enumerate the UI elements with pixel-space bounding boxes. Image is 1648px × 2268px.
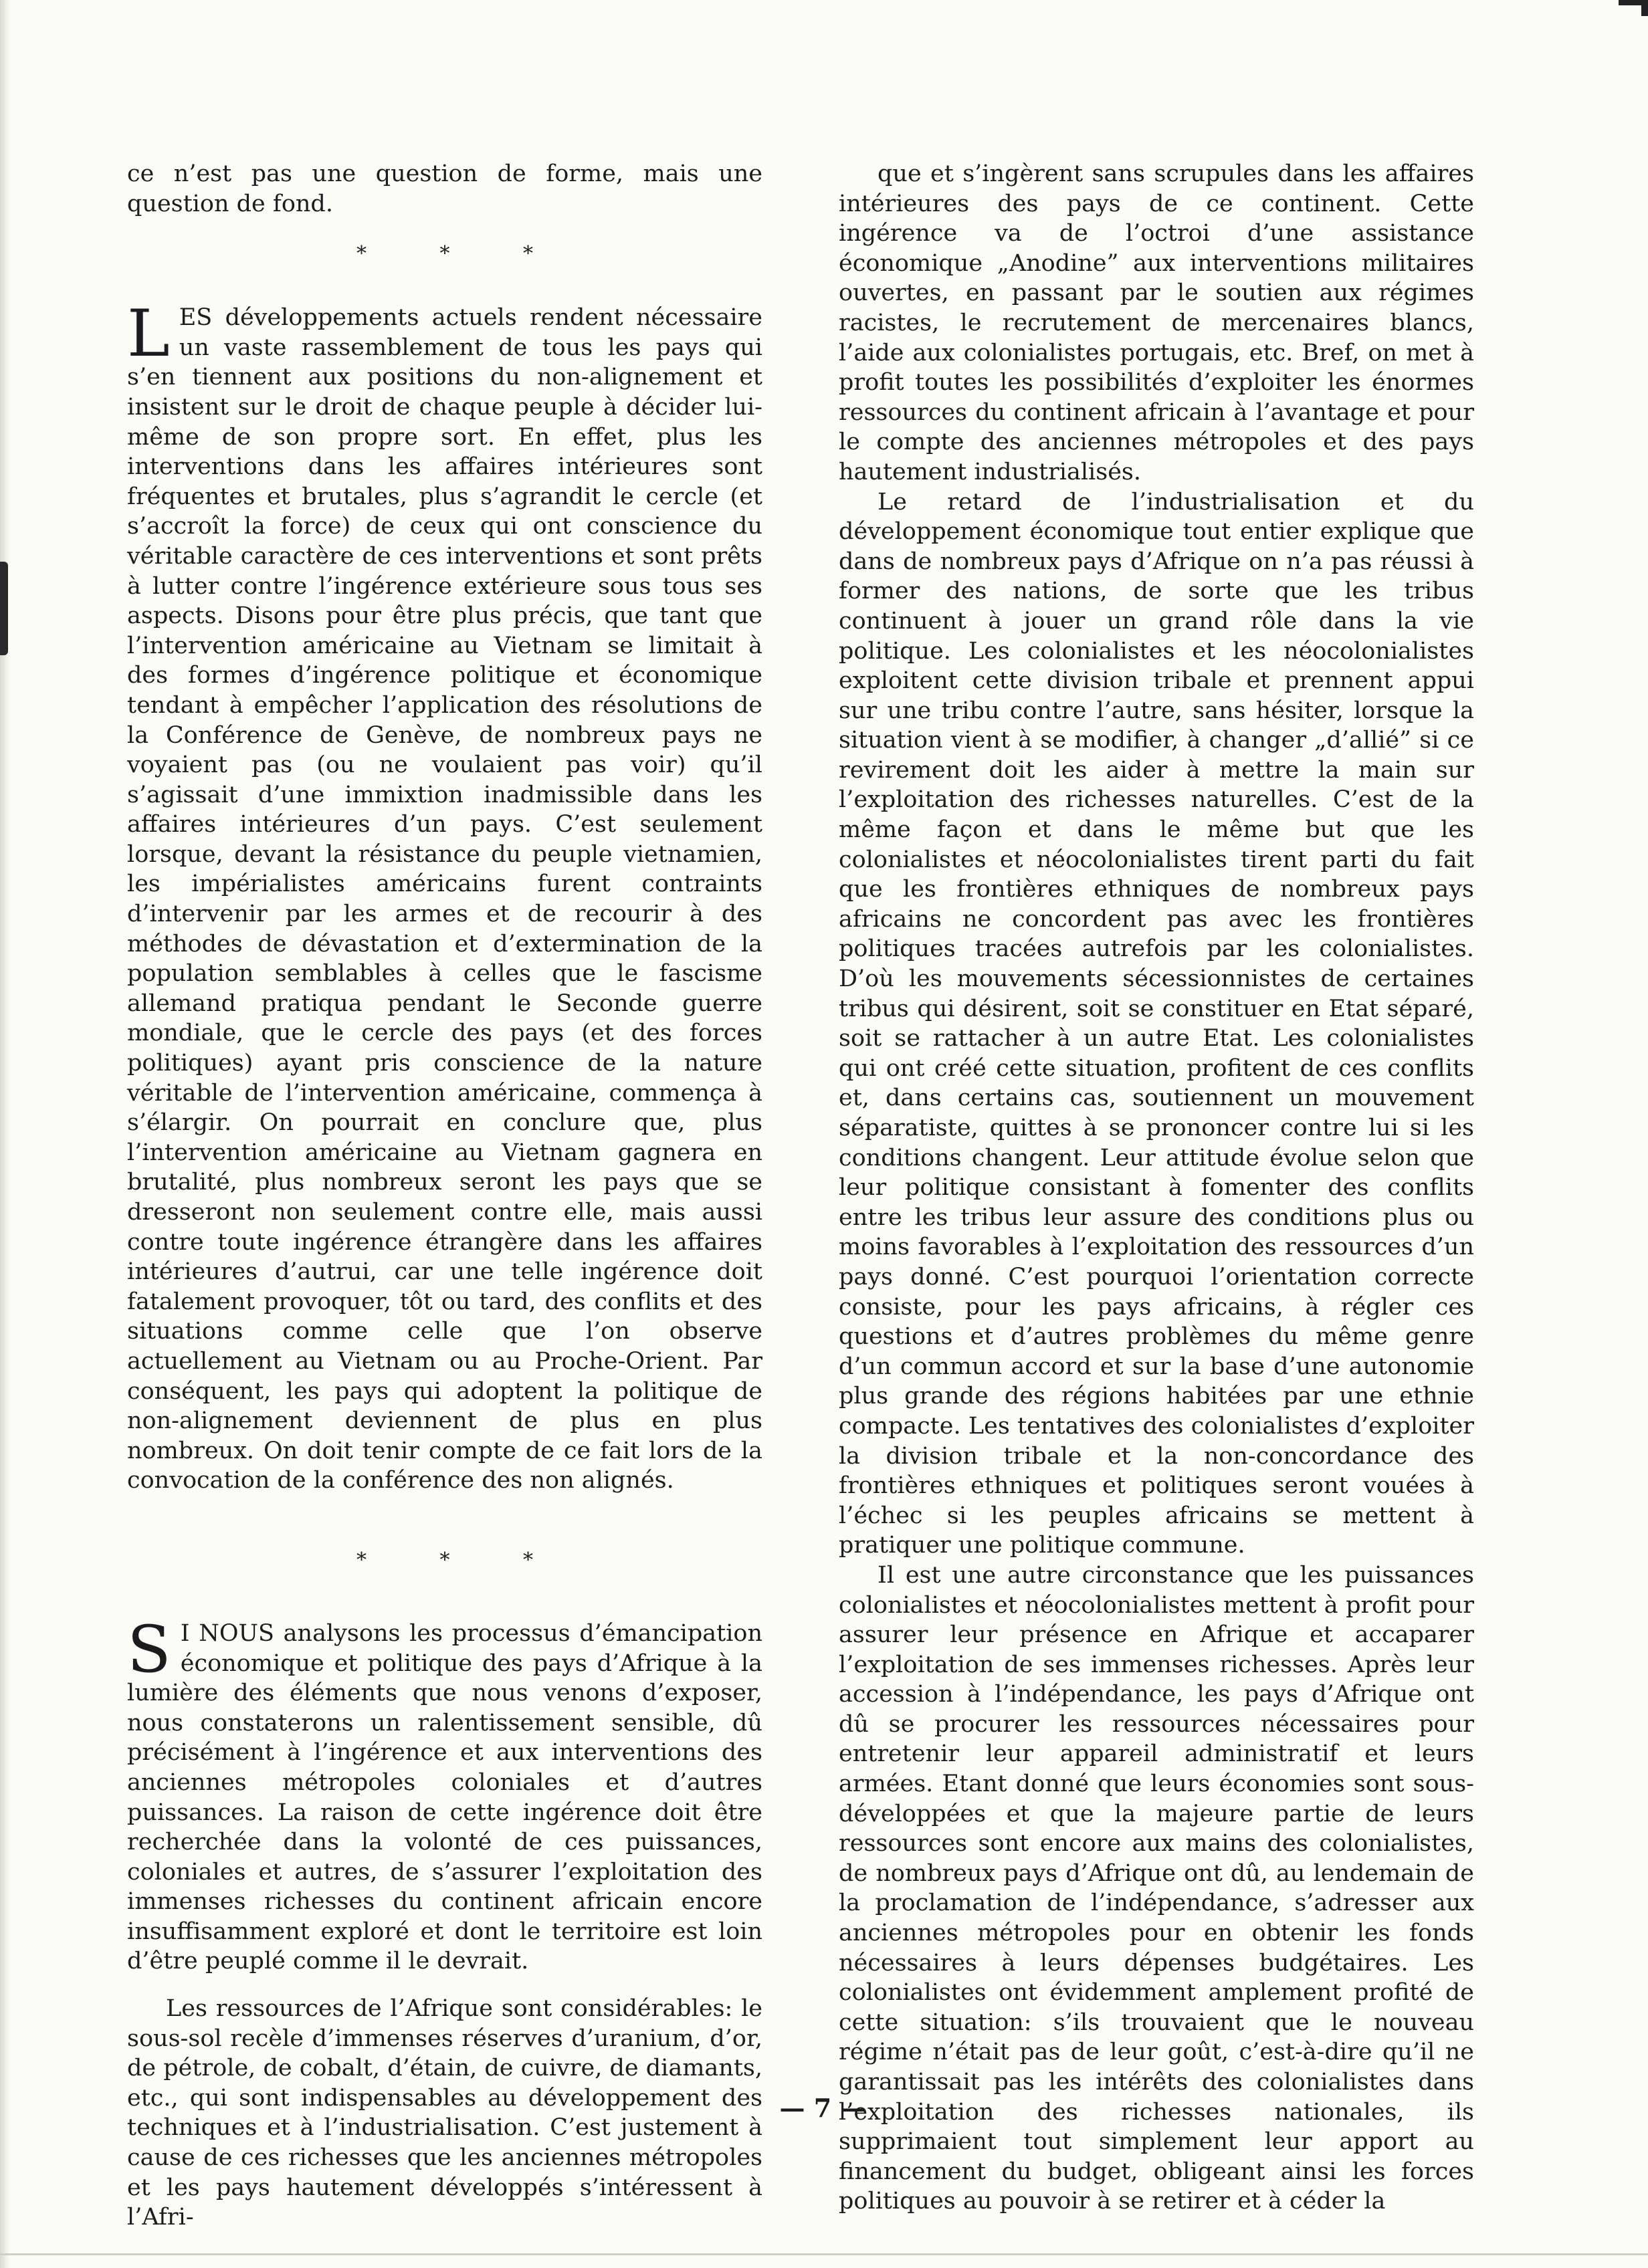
section-2-paragraph-1-text: I NOUS analysons les processus d’émancipation économique et politique des pays d’Afrique à la lumière des éléments que nous venons d’exposer, nous constaterons un ralentissement sensible, dû précisément à l’ingérence et aux interventions des anciennes métropoles coloniales et d’autres puissances. La raison de cette ingérence doit être recherchée dans la volonté de ces puissances, coloniales et autres, de s’assurer l’exploitation des immenses richesses du continent africain encore insuffisamment exploré et dont le territoire est loin d’être peuplé comme il le devrait. <box>127 1619 762 1975</box>
left-column <box>127 159 762 2233</box>
section-separator: * * * <box>356 1548 567 1572</box>
section-2-paragraph-1 <box>127 1611 762 1976</box>
page-number: — 7 — <box>779 2093 866 2123</box>
paragraph-continuation: ce n’est pas une question de forme, mais une question de fond. <box>127 160 762 217</box>
section-separator: * * * <box>356 242 567 266</box>
right-paragraph-2: Le retard de l’industrialisation et du développement économique tout entier explique que dans de nombreux pays d’Afrique on n’a pas réussi à former des nations, de sorte que les tribus continuent à jouer un grand rôle dans la vie politique. Les colonialistes et les néocolonialistes exploitent cette division tribale et prennent appui sur une tribu contre l’autre, sans hésiter, lorsque la situation vient à se modifier, à changer „d’allié” si ce revirement doit les aider à mettre la main sur l’exploitation des richesses naturelles. C’est de la même façon et dans le même but que les colonialistes et néocolonialistes tirent parti du fait que les frontières ethniques de nombreux pays africains ne concordent pas avec les frontières politiques tracées autrefois par les colonialistes. D’où les mouvements sécessionnistes de certaines tribus qui désirent, soit se constituer en Etat séparé, soit se rattacher à un autre Etat. Les colonialistes qui ont créé cette situation, profitent de ces conflits et, dans certains cas, soutiennent un mouvement séparatiste, quittes à se prononcer contre lui si les conditions changent. Leur attitude évolue selon que leur politique consistant à fomenter des conflits entre les tribus leur assure des conditions plus ou moins favorables à l’exploitation des ressources d’un pays donné. C’est pourquoi l’orientation correcte consiste, pour les pays africains, à régler ces questions et d’autres problèmes du même genre d’un commun accord et sur la base d’une autonomie plus grande des régions habitées par une ethnie compacte. Les tentatives des colonialistes d’exploiter la division tribale et la non-concordance des frontières ethniques et politiques seront vouées à l’échec si les peuples africains se mettent à pratiquer une politique commune. <box>839 488 1474 1559</box>
scan-edge-shadow <box>0 0 9 2268</box>
right-paragraph-3: Il est une autre circonstance que les puissances colonialistes et néocolonialistes mettent à profit pour assurer leur présence en Afrique et accaparer l’exploitation de ses immenses richesses. Après leur accession à l’indépendance, les pays d’Afrique ont dû se procurer les ressources nécessaires pour entretenir leur appareil administratif et leurs armées. Etant donné que leurs économies sont sous-développées et que la majeure partie de leurs ressources sont encore aux mains des colonialistes, de nombreux pays d’Afrique ont dû, au lendemain de la proclamation de l’indépendance, s’adresser aux anciennes métropoles pour en obtenir les fonds nécessaires à leurs dépenses budgétaires. Les colonialistes ont évidemment amplement profité de cette situation: s’ils trouvaient que le nouveau régime n’était pas de leur goût, c’est-à-dire qu’il ne garantissait pas les intérêts des colonialistes dans l’exploitation des richesses nationales, ils supprimaient tout simplement leur apport au financement du budget, obligeant ainsi les forces politiques au pouvoir à se retirer et à céder la <box>839 1561 1474 2215</box>
scan-bottom-edge <box>0 2253 1648 2255</box>
right-paragraph-1: que et s’ingèrent sans scrupules dans les affaires intérieures des pays de ce continent. Cette ingérence va de l’octroi d’une assistance économique „Anodine” aux interventions militaires ouvertes, en passant par le soutien aux régimes racistes, le recrutement de mercenaires blancs, l’aide aux colonialistes portugais, etc. Bref, on met à profit toutes les possibilités d’exploiter les énormes ressources du continent africain à l’avantage et pour le compte des anciennes métropoles et des pays hautement industrialisés. <box>839 160 1474 485</box>
drop-cap-letter: S <box>127 1611 171 1687</box>
scan-edge-mark <box>0 562 8 655</box>
corner-crop-mark <box>1619 0 1648 16</box>
drop-cap-letter: L <box>127 296 170 372</box>
section-2-paragraph-2: Les ressources de l’Afrique sont considérables: le sous-sol recèle d’immenses réserves d’uranium, d’or, de pétrole, de cobalt, d’étain, de cuivre, de diamants, etc., qui sont indispensables au développement des techniques et à l’industrialisation. C’est justement à cause de ces richesses que les anciennes métropoles et les pays hautement développés s’intéressent à l’Afri- <box>127 1995 762 2231</box>
section-1-paragraph-1-text: ES développements actuels rendent nécessaire un vaste rassemblement de tous les pays qui s’en tiennent aux positions du non-alignement et insistent sur le droit de chaque peuple à décider lui-même de son propre sort. En effet, plus les interventions dans les affaires intérieures sont fréquentes et brutales, plus s’agrandit le cercle (et s’accroît la force) de ceux qui ont conscience du véritable caractère de ces interventions et sont prêts à lutter contre l’ingérence extérieure sous tous ses aspects. Disons pour être plus précis, que tant que l’intervention américaine au Vietnam se limitait à des formes d’ingérence politique et économique tendant à empêcher l’application des résolutions de la Conférence de Genève, de nombreux pays ne voyaient pas (ou ne voulaient pas voir) qu’il s’agissait d’une immixtion inadmissible dans les affaires intérieures d’un pays. C’est seulement lorsque, devant la résistance du peuple vietnamien, les impérialistes américains furent contraints d’intervenir par les armes et de recourir à des méthodes de dévastation et d’extermination de la population semblables à celles que le fascisme allemand pratiqua pendant le Seconde guerre mondiale, que le cercle des pays (et des forces politiques) ayant pris conscience de la nature véritable de l’intervention américaine, commença à s’élargir. On pourrait en conclure que, plus l’intervention américaine au Vietnam gagnera en brutalité, plus nombreux seront les pays que se dresseront non seulement contre elle, mais aussi contre toute ingérence étrangère dans les affaires intérieures d’autrui, car une telle ingérence doit fatalement provoquer, tôt ou tard, des conflits et des situations comme celle que l’on observe actuellement au Vietnam ou au Proche-Orient. Par conséquent, les pays qui adoptent la politique de non-alignement deviennent de plus en plus nombreux. On doit tenir compte de ce fait lors de la convocation de la conférence des non alignés. <box>127 304 762 1494</box>
section-1-paragraph-1 <box>127 296 762 1496</box>
right-column <box>839 159 1474 2217</box>
